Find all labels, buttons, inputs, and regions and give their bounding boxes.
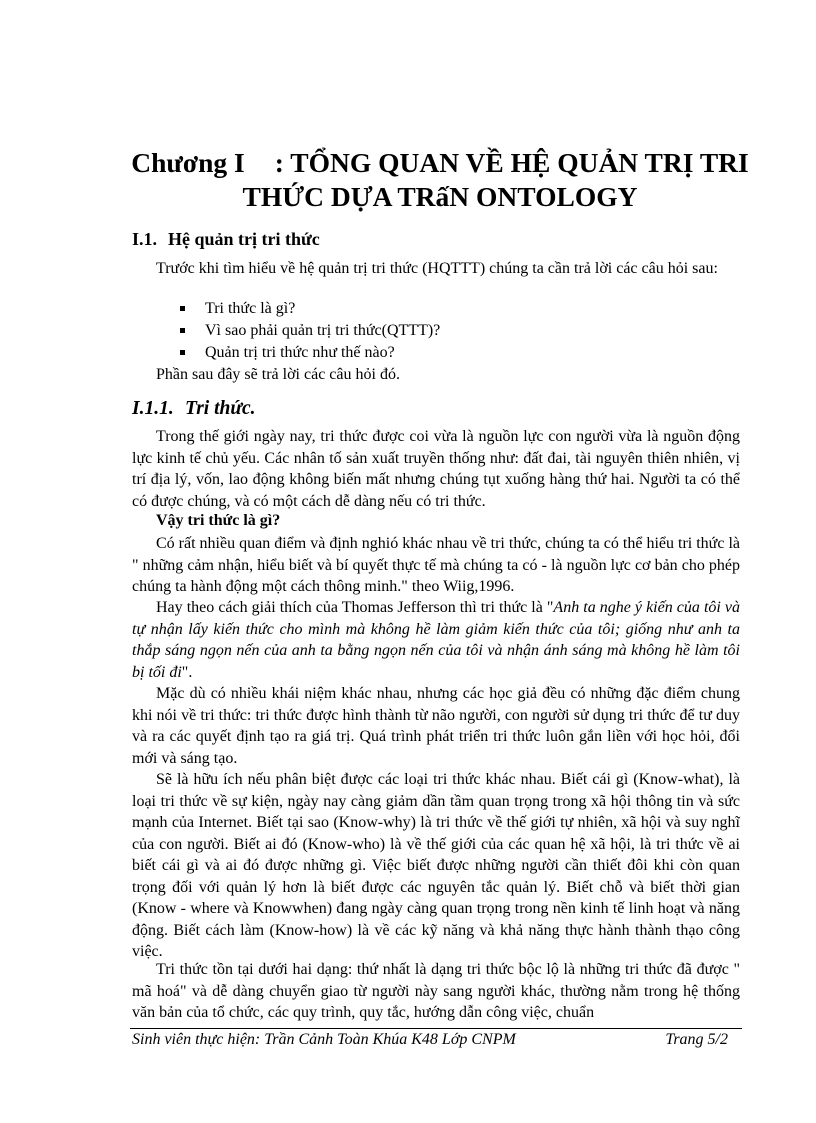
- section-title: Hệ quản trị tri thức: [168, 229, 320, 249]
- bullet-icon: [180, 350, 185, 355]
- page-footer: [132, 1031, 742, 1049]
- list-item: Tri thức là gì?: [178, 298, 440, 320]
- subsection-number: I.1.1.: [132, 398, 174, 419]
- question-heading: Vậy tri thức là gì?: [156, 512, 281, 529]
- subsection-title: Tri thức.: [185, 398, 256, 419]
- section-heading: [132, 229, 320, 250]
- chapter-title-line1: : TỔNG QUAN VỀ HỆ QUẢN TRỊ TRI: [274, 147, 749, 178]
- subsection-heading: [132, 398, 256, 420]
- bullet-icon: [180, 328, 185, 333]
- section-number: I.1.: [132, 229, 158, 249]
- list-item: Quản trị tri thức như thế nào?: [178, 342, 440, 364]
- intro-paragraph: Trước khi tìm hiểu về hệ quản trị tri thức (HQTTT) chúng ta cần trả lời các câu hỏi sau:: [156, 260, 718, 277]
- jefferson-quote: Anh ta nghe ý kiến của tôi và tự nhận lấy kiến thức cho mình mà không hề làm giảm kiến thức của tôi; giống như anh ta thắp sáng ngọn nến của anh ta bằng ngọn nến của tôi và nhận ánh sáng mà không hề làm tôi bị tối đi: [132, 599, 740, 681]
- paragraph-5: Sẽ là hữu ích nếu phân biệt được các loại tri thức khác nhau. Biết cái gì (Know-what), là loại tri thức về sự kiện, ngày nay càng giảm dần tầm quan trọng trong xã hội thông tin và sức mạnh của Internet. Biết tại sao (Know-why) là tri thức về thế giới tự nhiên, xã hội và suy nghĩ của con người. Biết ai đó (Know-who) là về thế giới của các quan hệ xã hội, là tri thức về ai biết cái gì và ai đó được những gì. Việc biết được những người cần thiết đôi khi còn quan trọng đối với quản lý hơn là biết được các nguyên tắc quản lý. Biết chỗ và biết thời gian (Know - where và Knowwhen) đang ngày càng quan trọng trong nền kinh tế linh hoạt và năng động. Biết cách làm (Know-how) là về các kỹ năng và khả năng thực hành thành thạo công việc.: [132, 771, 740, 960]
- footer-divider: [130, 1028, 742, 1029]
- paragraph-2: Có rất nhiều quan điểm và định nghió khác nhau về tri thức, chúng ta có thể hiểu tri thức là " những cảm nhận, hiểu biết và bí quyết thực tế mà chúng ta có - là nguồn lực cơ bản cho phép chúng ta hành động một cách thông minh." theo Wiig,1996.: [132, 535, 740, 595]
- chapter-title-line2: THỨC DỰA TRấN ONTOLOGY: [242, 181, 638, 212]
- footer-author: Sinh viên thực hiện: Trần Cảnh Toàn Khúa K48 Lớp CNPM: [132, 1031, 516, 1048]
- paragraph-6: Tri thức tồn tại dưới hai dạng: thứ nhất là dạng tri thức bộc lộ là những tri thức đã được " mã hoá" và dễ dàng chuyển giao từ người này sang người khác, thường nằm trong hệ thống văn bản của tổ chức, các quy trình, quy tắc, hướng dẫn công việc, chuẩn: [132, 961, 740, 1021]
- list-item: Vì sao phải quản trị tri thức(QTTT)?: [178, 320, 440, 342]
- paragraph-4: Mặc dù có nhiều khái niệm khác nhau, nhưng các học giả đều có những đặc điểm chung khi nói về tri thức: tri thức được hình thành từ não người, con người sử dụng tri thức để tư duy và ra các quyết định tạo ra giá trị. Quá trình phát triển tri thức luôn gắn liền với học hỏi, đổi mới và sáng tạo.: [132, 685, 740, 767]
- paragraph-1: Trong thế giới ngày nay, tri thức được coi vừa là nguồn lực con người vừa là nguồn động lực kinh tế chủ yếu. Các nhân tố sản xuất truyền thống như: đất đai, tài nguyên thiên nhiên, vị trí địa lý, vốn, lao động không biến mất nhưng chúng tụt xuống hàng thứ hai. Người ta có thể có được chúng, và có một cách dễ dàng nếu có tri thức.: [132, 428, 740, 510]
- question-list: [178, 298, 440, 364]
- chapter-label: Chương I: [131, 147, 245, 178]
- bullet-icon: [180, 306, 185, 311]
- paragraph-3: Hay theo cách giải thích của Thomas Jefferson thì tri thức là "Anh ta nghe ý kiến của tôi và tự nhận lấy kiến thức cho mình mà không hề làm giảm kiến thức của tôi; giống như anh ta thắp sáng ngọn nến của anh ta bằng ngọn nến của tôi và nhận ánh sáng mà không hề làm tôi bị tối đi".: [132, 599, 740, 681]
- page-number: Trang 5/2: [665, 1031, 728, 1048]
- chapter-title: [120, 146, 760, 214]
- intro-end-paragraph: Phần sau đây sẽ trả lời các câu hỏi đó.: [156, 366, 400, 383]
